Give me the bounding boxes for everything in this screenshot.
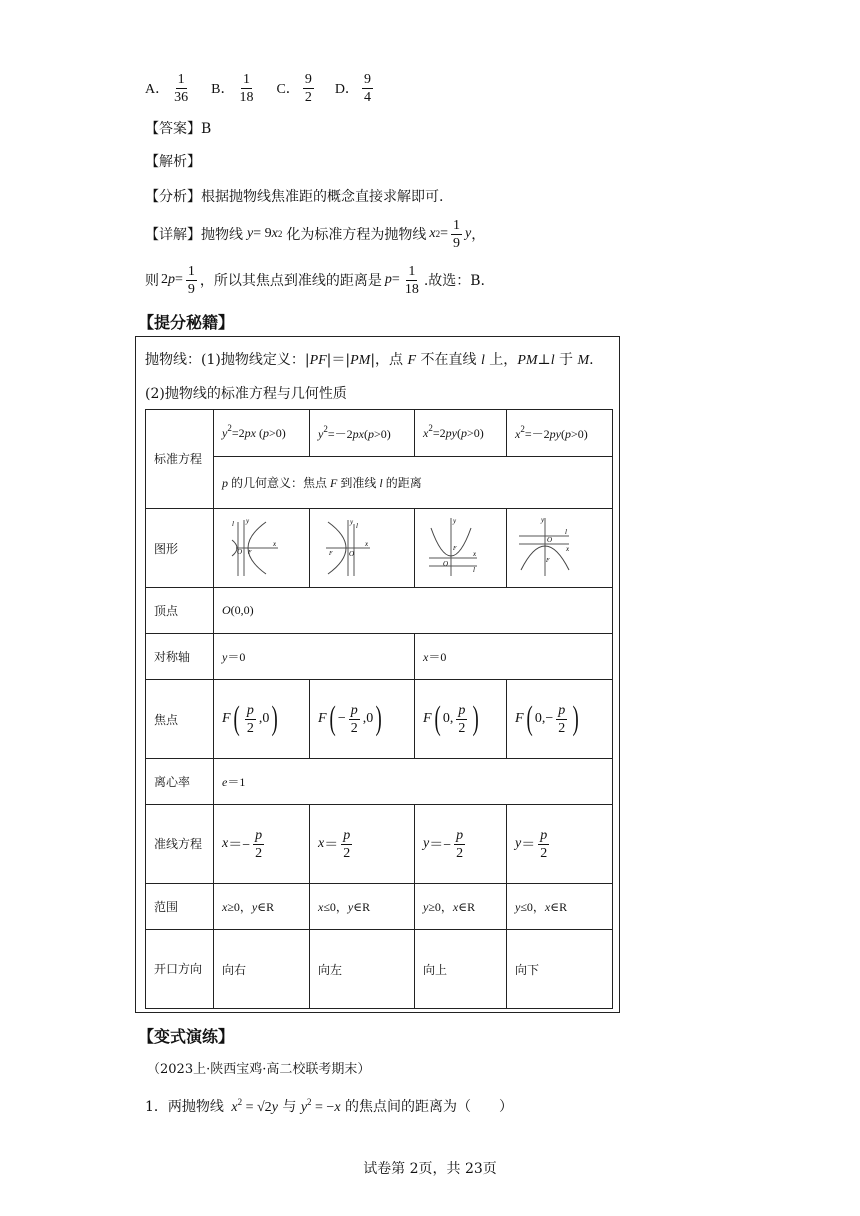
opening-2: 向左	[310, 930, 415, 1009]
svg-text:y: y	[246, 517, 250, 525]
row-label-standard-equation: 标准方程	[146, 410, 214, 509]
svg-text:x: x	[365, 540, 369, 548]
detail-line-1: 【详解】抛物线 y = 9 x 2 化为标准方程为抛物线 x 2 = $\frac{1}{9}$ y ，	[145, 217, 486, 251]
analysis-heading: 【解析】	[145, 154, 201, 170]
option-a-label: A．	[145, 82, 170, 97]
parabola-properties-table	[145, 409, 613, 1009]
option-c-label: C．	[276, 82, 300, 97]
tip-heading: 【提分秘籍】	[138, 313, 235, 332]
option-d-label: D．	[334, 82, 359, 97]
variant-heading: 【变式演练】	[138, 1027, 235, 1046]
axis-value-1: y＝0	[214, 634, 415, 680]
vertex-value: O(0,0)	[214, 588, 613, 634]
directrix-2: x ＝ $\frac{p}{2}$	[310, 805, 415, 884]
range-2: x≤0，y∈R	[310, 884, 415, 930]
page-footer: 试卷第 2页，共 23页	[363, 1161, 497, 1177]
svg-text:x: x	[473, 550, 477, 558]
svg-text:F: F	[453, 546, 457, 552]
question-source: （2023上·陕西宝鸡·高二校联考期末）	[147, 1062, 371, 1077]
option-b-label: B．	[211, 82, 235, 97]
svg-text:F: F	[248, 550, 252, 556]
opening-4: 向下	[507, 930, 613, 1009]
directrix-4: y ＝ $\frac{p}{2}$	[507, 805, 613, 884]
svg-text:O: O	[443, 560, 449, 568]
std-eq-4: $x^2=-2py(p>0)$	[507, 410, 613, 457]
option-c-value: $\frac{9}{2}$	[304, 71, 312, 105]
row-label-vertex: 顶点	[146, 588, 214, 634]
svg-text:x: x	[273, 540, 277, 548]
analysis-summary: 【分析】根据抛物线焦准距的概念直接求解即可.	[145, 189, 444, 205]
svg-text:y: y	[453, 517, 457, 525]
svg-text:O: O	[349, 550, 355, 558]
svg-text:F: F	[329, 551, 333, 557]
option-a-value: $\frac{1}{36}$	[174, 71, 189, 105]
focus-1: F ( $\frac{p}{2}$ ,0 )	[214, 680, 310, 759]
graph-down-opening	[507, 509, 613, 588]
opening-1: 向右	[214, 930, 310, 1009]
std-eq-2: $y^2=-2px(p>0)$	[310, 410, 415, 457]
svg-text:O: O	[237, 548, 243, 556]
std-eq-1: $y^2=2px$ (p>0)	[214, 410, 310, 457]
svg-text:x: x	[566, 545, 570, 553]
svg-text:l: l	[473, 566, 475, 574]
option-b-value: $\frac{1}{18}$	[239, 71, 254, 105]
range-3: y≥0，x∈R	[415, 884, 507, 930]
graph-up-opening	[415, 509, 507, 588]
graph-right-opening	[214, 509, 310, 588]
options-row	[145, 68, 376, 108]
directrix-1: x ＝− $\frac{p}{2}$	[214, 805, 310, 884]
option-d-value: $\frac{9}{4}$	[363, 71, 371, 105]
row-label-axis: 对称轴	[146, 634, 214, 680]
focus-2: F ( − $\frac{p}{2}$ ,0 )	[310, 680, 415, 759]
row-label-eccentricity: 离心率	[146, 759, 214, 805]
detail-line-2: 则 2 p = $\frac{1}{9}$ ，所以其焦点到准线的距离是 p = $\frac{1}{18}$ .故选：B.	[145, 263, 486, 297]
axis-value-2: x＝0	[415, 634, 613, 680]
svg-text:l: l	[565, 528, 567, 536]
row-label-graph: 图形	[146, 509, 214, 588]
p-meaning: p 的几何意义：焦点 F 到准线 l 的距离	[214, 457, 613, 509]
eccentricity-value: e＝1	[214, 759, 613, 805]
graph-left-opening	[310, 509, 415, 588]
answer-line: 【答案】B	[145, 121, 212, 137]
std-eq-3: $x^2=2py(p>0)$	[415, 410, 507, 457]
svg-text:l: l	[356, 522, 358, 530]
row-label-directrix: 准线方程	[146, 805, 214, 884]
table-subtitle: (2)抛物线的标准方程与几何性质	[145, 386, 347, 402]
opening-3: 向上	[415, 930, 507, 1009]
row-label-opening: 开口方向	[146, 930, 214, 1009]
range-4: y≤0，x∈R	[507, 884, 613, 930]
row-label-focus: 焦点	[146, 680, 214, 759]
row-label-range: 范围	[146, 884, 214, 930]
parabola-definition: 抛物线：(1)抛物线定义：|PF|＝|PM|，点 F 不在直线 l 上，PM⊥l 于 M.	[145, 352, 594, 368]
question-1: 1．两抛物线 $x^2 = √2y$ 与 $y^2 = -x$ 的焦点间的距离为（ ）	[145, 1097, 513, 1115]
svg-text:y: y	[350, 518, 354, 526]
range-1: x≥0，y∈R	[214, 884, 310, 930]
svg-text:y: y	[541, 516, 545, 524]
focus-3: F ( 0, $\frac{p}{2}$ )	[415, 680, 507, 759]
focus-4: F ( 0,− $\frac{p}{2}$ )	[507, 680, 613, 759]
directrix-3: y ＝− $\frac{p}{2}$	[415, 805, 507, 884]
svg-text:F: F	[546, 558, 550, 564]
svg-text:O: O	[547, 536, 553, 544]
svg-text:l: l	[232, 520, 234, 528]
